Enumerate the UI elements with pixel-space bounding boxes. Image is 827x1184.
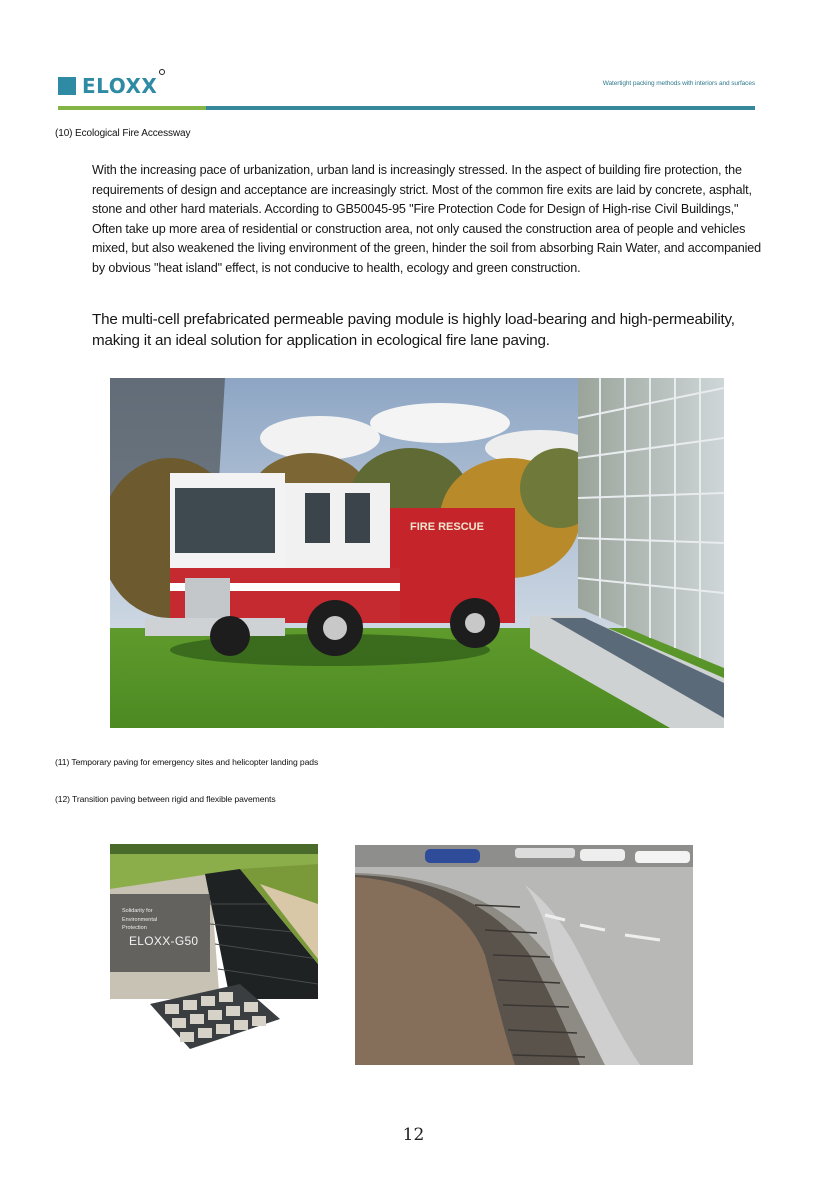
logo-square-icon [58,77,76,95]
logo-text: ELOXX [82,74,158,98]
transition-paving-illustration [355,845,693,1065]
product-tagline-line3: Protection [122,925,147,930]
product-tagline-line1: Solidarity for [122,908,153,914]
fire-truck-photo [110,378,724,728]
body-paragraph: With the increasing pace of urbanization, urban land is increasingly stressed. In the aspect of building fire protection, the requirements of design and acceptance are increasingly strict. Most of the common fire exits are laid by concrete, asphalt, stone and other hard materials. According to GB50045-95 "Fire Protection Code for Design of High-rise Civil Buildings," Often take up more area of residential or construction area, not only caused the construction area of people and vehicles mixed, but also weakened the living environment of the green, hinder the soil from absorbing Rain Water, and accompanied by obvious "heat island" effect, is not conducive to health, ecology and green construction. [92,163,761,275]
header-rule-green [58,106,206,110]
eloxx-g50-product-photo [110,844,318,1057]
transition-paving-photo [355,845,693,1065]
product-tagline-line2: Environmental [122,917,158,923]
page-number: 12 [402,1125,425,1145]
fire-truck-illustration [110,378,724,728]
product-name: ELOXX-G50 [129,934,199,948]
section-heading-12: (12) Transition paving between rigid and flexible pavements [55,794,276,804]
brand-logo [58,74,157,98]
header-rule-teal [206,106,755,110]
fire-rescue-sign: FIRE RESCUE [410,521,484,533]
highlight-paragraph: The multi-cell prefabricated permeable paving module is highly load-bearing and high-permeability, making it an ideal solution for application in ecological fire lane paving. [92,311,735,349]
header-tagline: Watertight packing methods with interiors and surfaces [602,80,755,87]
section-heading-10: (10) Ecological Fire Accessway [55,128,191,139]
registered-mark-icon [159,69,165,75]
section-heading-11: (11) Temporary paving for emergency sites and helicopter landing pads [55,757,319,767]
product-label-overlay [110,894,210,972]
logo-wordmark [82,75,157,97]
